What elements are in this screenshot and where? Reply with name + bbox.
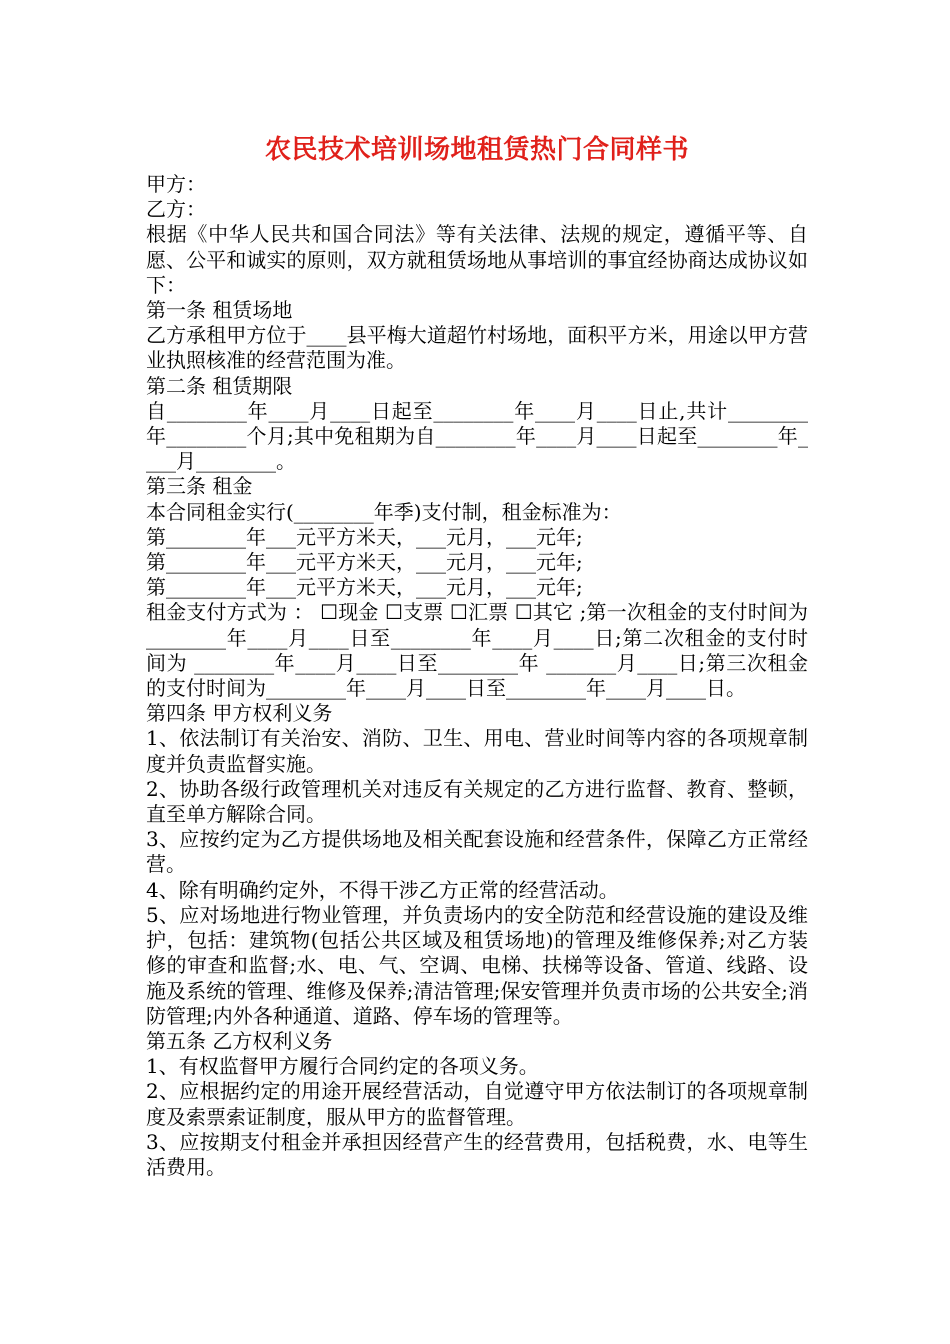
article-2-paragraph: 自________年____月____日起至________年____月____日止,共计________年________个月;其中免租期为自________年____月____日起至________年____月________。 [146, 398, 808, 474]
article-3-heading: 第三条 租金 [146, 474, 253, 499]
article-4-heading: 第四条 甲方权利义务 [146, 701, 333, 726]
party-b-duty-item: 1、有权监督甲方履行合同约定的各项义务。 [146, 1054, 539, 1079]
article-1-paragraph: 乙方承租甲方位于____县平梅大道超竹村场地，面积平方米，用途以甲方营业执照核准的经营范围为准。 [146, 323, 808, 373]
rent-standard-line: 第________年___元平方米天，___元月，___元年; [146, 550, 583, 575]
document-title: 农民技术培训场地租赁热门合同样书 [264, 135, 689, 165]
party-a-duty-item: 5、应对场地进行物业管理，并负责场内的安全防范和经营设施的建设及维护，包括：建筑物(包括公共区域及租赁场地)的管理及维修保养;对乙方装修的审查和监督;水、电、气、空调、电梯、扶梯等设备、管道、线路、设施及系统的管理、维修及保养;清洁管理;保安管理并负责市场的公共安全;消防管理;内外各种通道、道路、停车场的管理等。 [146, 902, 808, 1028]
article-2-heading: 第二条 租赁期限 [146, 373, 293, 398]
party-a-duty-item: 3、应按约定为乙方提供场地及相关配套设施和经营条件，保障乙方正常经营。 [146, 827, 808, 877]
party-a-duty-item: 2、协助各级行政管理机关对违反有关规定的乙方进行监督、教育、整顿，直至单方解除合同。 [146, 776, 808, 827]
document-body [146, 172, 808, 1180]
rent-standard-line: 第________年___元平方米天，___元月，___元年; [146, 575, 583, 600]
preamble-paragraph: 根据《中华人民共和国合同法》等有关法律、法规的规定，遵循平等、自愿、公平和诚实的原则，双方就租赁场地从事培训的事宜经协商达成协议如下： [146, 222, 808, 297]
rent-standard-line: 第________年___元平方米天，___元月，___元年; [146, 524, 583, 549]
party-a-duty-item: 1、依法制订有关治安、消防、卫生、用电、营业时间等内容的各项规章制度并负责监督实施。 [146, 726, 808, 776]
payment-method-paragraph: 租金支付方式为 ： ☐现金 ☐支票 ☐汇票 ☐其它 ;第一次租金的支付时间为________年____月____日至________年____月____日;第二次租金的支付时间为 ________年____月____日至________年 _______月____日;第三次租金的支付时间为________年____月____日至________年____月____日。 [146, 600, 808, 701]
rent-system-line: 本合同租金实行(________年季)支付制，租金标准为： [146, 499, 622, 524]
document-page [146, 128, 808, 1180]
party-b-duty-item: 3、应按期支付租金并承担因经营产生的经营费用，包括税费，水、电等生活费用。 [146, 1129, 808, 1179]
party-a-duty-item: 4、除有明确约定外，不得干涉乙方正常的经营活动。 [146, 877, 619, 902]
party-b-line: 乙方： [146, 197, 206, 222]
article-5-heading: 第五条 乙方权利义务 [146, 1028, 333, 1053]
party-b-duty-item: 2、应根据约定的用途开展经营活动，自觉遵守甲方依法制订的各项规章制度及索票索证制度，服从甲方的监督管理。 [146, 1079, 808, 1129]
article-1-heading: 第一条 租赁场地 [146, 298, 293, 323]
party-a-line: 甲方： [146, 172, 206, 196]
